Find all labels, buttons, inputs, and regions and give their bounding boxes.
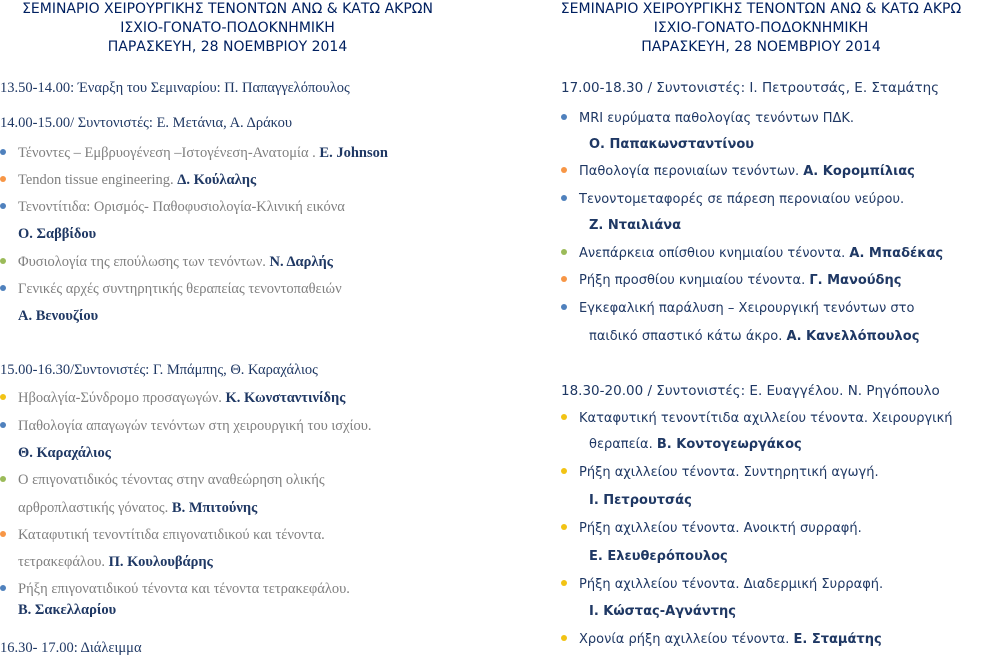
list-item-continuation: παιδικό σπαστικό κάτω άκρο. Α. Κανελλόπουλος: [589, 329, 920, 344]
right-header-line-1: ΣΕΜΙΝΑΡΙΟ ΧΕΙΡΟΥΡΓΙΚΗΣ ΤΕΝΟΝΤΩΝ ΑΝΩ & ΚΑΤΩ ΑΚΡΩ: [560, 1, 962, 17]
bullet-icon: [561, 468, 567, 474]
left-header-line-1: ΣΕΜΙΝΑΡΙΟ ΧΕΙΡΟΥΡΓΙΚΗΣ ΤΕΝΟΝΤΩΝ ΑΝΩ & ΚΑΤΩ ΑΚΡΩΝ: [22, 1, 433, 17]
list-item: Ρήξη προσθίου κνημιαίου τένοντα. Γ. Μανούδης: [561, 272, 901, 289]
session-3-time: 17.00-18.30 / Συντονιστές: Ι. Πετρουτσάς, Ε. Σταμάτης: [561, 80, 940, 96]
speaker-name: Ε. Ελευθερόπουλος: [589, 549, 728, 564]
bullet-icon: [0, 258, 6, 264]
list-item-continuation: τετρακεφάλου. Π. Κουλουβάρης: [18, 554, 213, 570]
list-item: MRI ευρύματα παθολογίας τενόντων ΠΔΚ.: [561, 110, 854, 127]
list-item-continuation: θεραπεία. Β. Κοντογεωργάκος: [589, 437, 802, 452]
bullet-icon: [561, 249, 567, 255]
list-item: Γενικές αρχές συντηρητικής θεραπείας τενοντοπαθειών: [0, 281, 342, 298]
left-header: [0, 0, 455, 57]
right-header-line-2: ΙΣΧΙΟ-ΓΟΝΑΤΟ-ΠΟΔΟΚΝΗΜΙΚΗ: [653, 20, 869, 36]
bullet-icon: [0, 422, 6, 428]
bullet-icon: [0, 585, 6, 591]
left-header-line-2: ΙΣΧΙΟ-ΓΟΝΑΤΟ-ΠΟΔΟΚΝΗΜΙΚΗ: [120, 20, 335, 36]
session-2-time: 15.00-16.30/Συντονιστές: Γ. Μπάμπης, Θ. Καραχάλιος: [0, 362, 318, 378]
bullet-icon: [561, 195, 567, 201]
list-item: Τένοντες – Εμβρυογένεση –Ιστογένεση-Ανατομία . Ε. Johnson: [0, 145, 388, 162]
bullet-icon: [0, 476, 6, 482]
speaker-name: Θ. Καραχάλιος: [18, 445, 111, 461]
list-item: Φυσιολογία της επούλωσης των τενόντων. Ν. Δαρλής: [0, 254, 333, 271]
bullet-icon: [561, 580, 567, 586]
break-time: 16.30- 17.00: Διάλειμμα: [0, 640, 142, 656]
speaker-name: Ι. Κώστας-Αγνάντης: [589, 604, 736, 619]
bullet-icon: [0, 531, 6, 537]
speaker-name: Α. Βενουζίου: [18, 308, 99, 324]
list-item: Ο επιγονατιδικός τένοντας στην αναθεώρηση ολικής: [0, 472, 325, 489]
speaker-name: Ι. Πετρουτσάς: [589, 493, 692, 508]
speaker-name: Β. Σακελλαρίου: [18, 602, 117, 618]
right-header: [541, 0, 981, 57]
bullet-icon: [0, 149, 6, 155]
speaker-name: Ο. Παπακωνσταντίνου: [589, 137, 755, 152]
list-item: Τενοντομεταφορές σε πάρεση περονιαίου νεύρου.: [561, 191, 904, 208]
list-item: Χρονία ρήξη αχιλλείου τένοντα. Ε. Σταμάτης: [561, 631, 882, 648]
list-item-continuation: αρθροπλαστικής γόνατος. Β. Μπιτούνης: [18, 500, 258, 516]
left-slide: [0, 0, 470, 656]
bullet-icon: [561, 304, 567, 310]
list-item: Καταφυτική τενοντίτιδα επιγονατιδικού και τένοντα.: [0, 527, 325, 544]
bullet-icon: [0, 394, 6, 400]
bullet-icon: [561, 276, 567, 282]
list-item: Παθολογία απαγωγών τενόντων στη χειρουργική του ισχίου.: [0, 418, 372, 435]
bullet-icon: [561, 414, 567, 420]
left-header-line-3: ΠΑΡΑΣΚΕΥΗ, 28 ΝΟΕΜΒΡΙΟΥ 2014: [107, 39, 348, 55]
bullet-icon: [0, 176, 6, 182]
bullet-icon: [0, 203, 6, 209]
opening-time: 13.50-14.00: Έναρξη του Σεμιναρίου: Π. Παπαγγελόπουλος: [0, 80, 350, 96]
list-item: Ηβοαλγία-Σύνδρομο προσαγωγών. Κ. Κωνσταντινίδης: [0, 390, 345, 407]
session-1-time: 14.00-15.00/ Συντονιστές: Ε. Μετάνια, Α. Δράκου: [0, 115, 293, 131]
list-item: Τενοντίτιδα: Ορισμός- Παθοφυσιολογία-Κλινική εικόνα: [0, 199, 345, 216]
right-header-line-3: ΠΑΡΑΣΚΕΥΗ, 28 ΝΟΕΜΒΡΙΟΥ 2014: [641, 39, 881, 55]
speaker-name: Ο. Σαββίδου: [18, 226, 97, 242]
speaker-name: Ζ. Νταιλιάνα: [589, 218, 682, 233]
bullet-icon: [0, 285, 6, 291]
list-item: Ρήξη αχιλλείου τένοντα. Ανοικτή συρραφή.: [561, 520, 862, 537]
list-item: Ρήξη αχιλλείου τένοντα. Διαδερμική Συρραφή.: [561, 576, 883, 593]
list-item: Ρήξη επιγονατιδικού τένοντα και τένοντα τετρακεφάλου.: [0, 581, 350, 598]
list-item: Ανεπάρκεια οπίσθιου κνημιαίου τένοντα. Α. Μπαδέκας: [561, 245, 943, 262]
bullet-icon: [561, 635, 567, 641]
list-item: Εγκεφαλική παράλυση – Χειρουργική τενόντων στο: [561, 300, 914, 317]
list-item: Tendon tissue engineering. Δ. Κούλαλης: [0, 172, 256, 189]
bullet-icon: [561, 524, 567, 530]
bullet-icon: [561, 114, 567, 120]
list-item: Ρήξη αχιλλείου τένοντα. Συντηρητική αγωγή.: [561, 464, 879, 481]
right-slide: [541, 0, 962, 647]
list-item: Καταφυτική τενοντίτιδα αχιλλείου τένοντα. Χειρουργική: [561, 410, 952, 427]
bullet-icon: [561, 167, 567, 173]
list-item: Παθολογία περονιαίων τενόντων. Α. Κορομπίλιας: [561, 163, 915, 180]
session-4-time: 18.30-20.00 / Συντονιστές: Ε. Ευαγγέλου. Ν. Ρηγόπουλο: [561, 383, 940, 399]
